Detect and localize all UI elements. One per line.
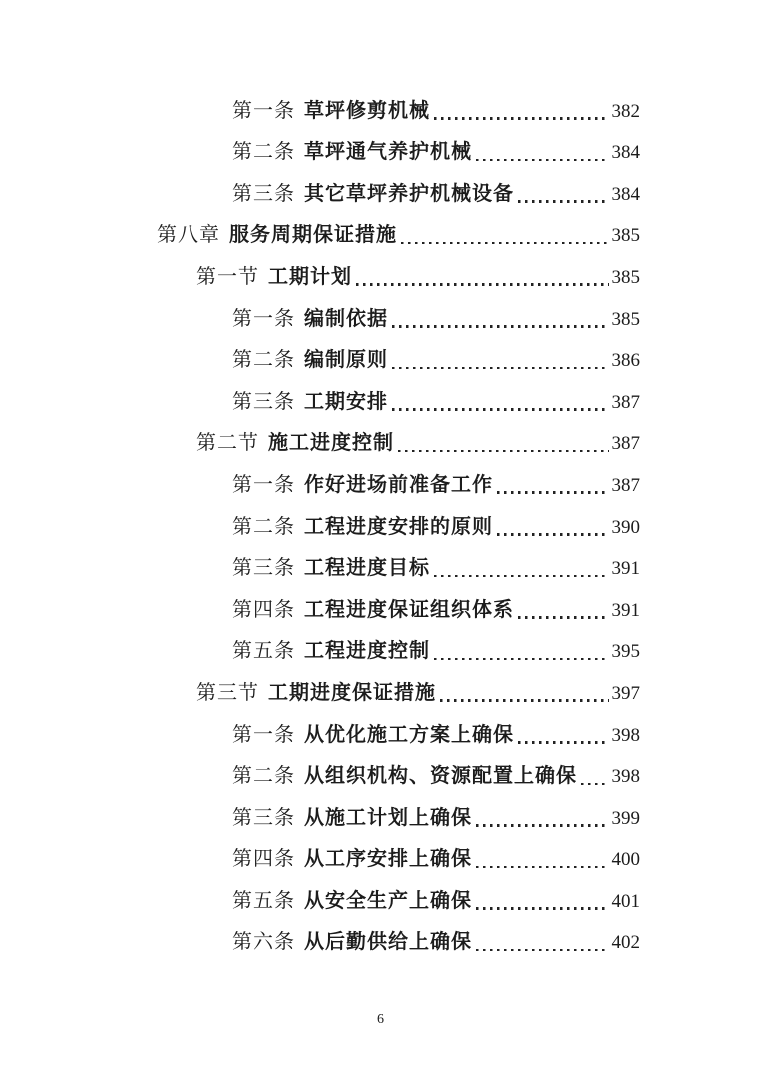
toc-entry (196, 670, 640, 712)
toc-entry-label: 第四条 (232, 848, 295, 871)
toc-entry (232, 920, 640, 962)
toc-entry-page: 385 (611, 225, 640, 247)
footer-page-number: 6 (377, 1012, 384, 1027)
toc-entry-title: 工程进度控制 (304, 640, 430, 663)
toc-entry-label: 第四条 (232, 598, 295, 621)
dot-leader (440, 699, 609, 702)
toc-entry-title: 工期计划 (268, 265, 352, 288)
toc-entry-label: 第一条 (232, 723, 295, 746)
toc-entry-page: 391 (611, 558, 640, 580)
dot-leader (476, 159, 609, 162)
toc-entry-title: 工程进度保证组织体系 (304, 598, 514, 621)
dot-leader (518, 741, 609, 744)
dot-leader (401, 242, 609, 245)
toc-entry-title: 从安全生产上确保 (304, 889, 472, 912)
toc-entry-label: 第一节 (196, 265, 259, 288)
dot-leader (392, 367, 609, 370)
toc-entry (232, 795, 640, 837)
toc-entry-page: 382 (611, 100, 640, 122)
toc-entry (232, 171, 640, 213)
toc-entry-title: 工期进度保证措施 (268, 681, 436, 704)
dot-leader (356, 283, 609, 286)
dot-leader (434, 575, 609, 578)
toc-entry-label: 第一条 (232, 99, 295, 122)
toc-entry-label: 第一条 (232, 473, 295, 496)
toc-entry-page: 402 (611, 932, 640, 954)
toc-entry (232, 504, 640, 546)
toc-entry-label: 第二节 (196, 432, 259, 455)
toc-entry-label: 第二条 (232, 349, 295, 372)
toc-entry-page: 395 (611, 641, 640, 663)
toc-entry-page: 387 (611, 474, 640, 496)
toc-entry (232, 712, 640, 754)
toc-entry-label: 第五条 (232, 889, 295, 912)
toc-entry-label: 第三条 (232, 557, 295, 580)
toc-entry-label: 第六条 (232, 931, 295, 954)
toc-entry-label: 第三条 (232, 806, 295, 829)
toc-entry-page: 385 (611, 308, 640, 330)
toc-entry-title: 工程进度安排的原则 (304, 515, 493, 538)
toc-entry-title: 工期安排 (304, 390, 388, 413)
toc-entry-label: 第二条 (232, 515, 295, 538)
toc-entry-label: 第三条 (232, 182, 295, 205)
toc-entry-page: 391 (611, 599, 640, 621)
toc-entry-page: 398 (611, 724, 640, 746)
dot-leader (581, 783, 609, 786)
toc-entry-title: 施工进度控制 (268, 432, 394, 455)
toc-entry-page: 400 (611, 849, 640, 871)
toc-entry-page: 387 (611, 391, 640, 413)
toc-entry-page: 401 (611, 890, 640, 912)
toc-entry (232, 546, 640, 588)
toc-entry-title: 工程进度目标 (304, 557, 430, 580)
toc-entry-title: 编制依据 (304, 307, 388, 330)
toc-entry-title: 服务周期保证措施 (229, 224, 397, 247)
toc-entry-page: 387 (611, 433, 640, 455)
toc-entry-title: 从施工计划上确保 (304, 806, 472, 829)
toc-entry-page: 398 (611, 766, 640, 788)
dot-leader (476, 866, 609, 869)
toc-entry-label: 第二条 (232, 765, 295, 788)
toc-entry-label: 第一条 (232, 307, 295, 330)
toc-entry-title: 编制原则 (304, 349, 388, 372)
toc-entry-label: 第二条 (232, 141, 295, 164)
toc-entry-page: 385 (611, 266, 640, 288)
toc-entry (157, 213, 640, 255)
toc-entry (232, 130, 640, 172)
dot-leader (434, 658, 609, 661)
dot-leader (392, 325, 609, 328)
dot-leader (518, 616, 609, 619)
toc-entry-page: 399 (611, 807, 640, 829)
toc-list (0, 88, 640, 961)
dot-leader (434, 117, 609, 120)
toc-entry-title: 从优化施工方案上确保 (304, 723, 514, 746)
dot-leader (476, 949, 609, 952)
toc-entry-page: 386 (611, 350, 640, 372)
toc-entry (232, 296, 640, 338)
toc-entry (232, 462, 640, 504)
toc-entry-page: 397 (611, 682, 640, 704)
dot-leader (392, 408, 609, 411)
toc-entry-title: 从组织机构、资源配置上确保 (304, 765, 577, 788)
toc-entry (232, 754, 640, 796)
toc-entry (196, 254, 640, 296)
toc-entry-label: 第三条 (232, 390, 295, 413)
toc-entry-label: 第五条 (232, 640, 295, 663)
dot-leader (476, 907, 609, 910)
toc-entry-title: 作好进场前准备工作 (304, 473, 493, 496)
toc-entry-label: 第八章 (157, 224, 220, 247)
toc-entry-title: 从工序安排上确保 (304, 848, 472, 871)
toc-entry (232, 878, 640, 920)
dot-leader (497, 533, 609, 536)
toc-entry (232, 837, 640, 879)
toc-entry-title: 从后勤供给上确保 (304, 931, 472, 954)
toc-entry-page: 390 (611, 516, 640, 538)
toc-entry (232, 629, 640, 671)
toc-entry (232, 587, 640, 629)
toc-entry-title: 其它草坪养护机械设备 (304, 182, 514, 205)
toc-entry-page: 384 (611, 183, 640, 205)
toc-entry (232, 338, 640, 380)
toc-entry-label: 第三节 (196, 681, 259, 704)
toc-entry-title: 草坪修剪机械 (304, 99, 430, 122)
dot-leader (398, 450, 609, 453)
toc-entry (232, 379, 640, 421)
toc-entry (196, 421, 640, 463)
dot-leader (497, 491, 609, 494)
toc-entry-page: 384 (611, 142, 640, 164)
toc-entry (232, 88, 640, 130)
dot-leader (476, 824, 609, 827)
dot-leader (518, 200, 609, 203)
toc-entry-title: 草坪通气养护机械 (304, 141, 472, 164)
